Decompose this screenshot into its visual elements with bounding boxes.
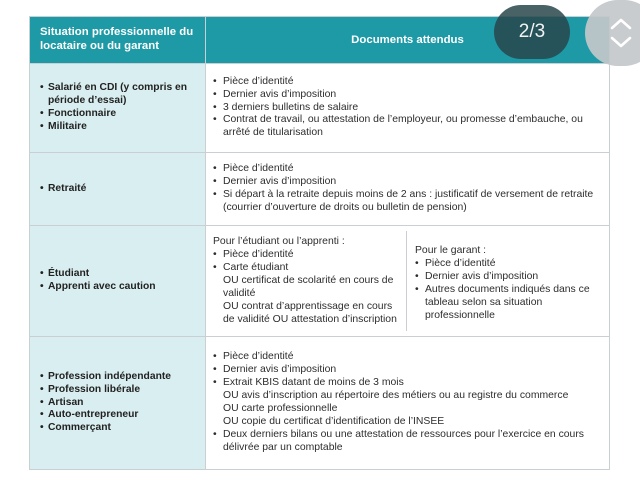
- page-indicator-label: 2/3: [518, 21, 546, 42]
- document-alternative: OU carte professionnelle: [223, 403, 338, 414]
- guarantor-intro: Pour le garant :: [415, 245, 487, 257]
- document-item: • Contrat de travail, ou attestation de l’employeur, ou promesse d’embauche, ou arrêté de titularisation: [213, 114, 602, 140]
- table-row: [30, 64, 610, 153]
- document-alternative: OU contrat d’apprentissage en cours de validité OU attestation d’inscription: [223, 300, 397, 325]
- situation-item: • Fonctionnaire: [40, 108, 199, 121]
- document-item: • Pièce d’identité: [213, 163, 602, 176]
- chevron-down-icon[interactable]: [610, 36, 632, 49]
- situation-item: • Militaire: [40, 121, 199, 134]
- table-row: [30, 226, 610, 337]
- student-documents: [206, 231, 407, 330]
- header-situation: Situation professionnelle du locataire ou du garant: [30, 17, 206, 64]
- documents-cell: [206, 337, 610, 470]
- situation-item: • Auto-entrepreneur: [40, 409, 199, 422]
- document-item: • Deux derniers bilans ou une attestation de ressources pour l’exercice en cours délivrée par un comptable: [213, 429, 602, 455]
- document-item-text: • Carte étudiant: [223, 262, 289, 274]
- student-intro: Pour l’étudiant ou l’apprenti :: [213, 236, 345, 248]
- document-alternative: OU certificat de scolarité en cours de validité: [223, 275, 394, 299]
- document-item: • Dernier avis d’imposition: [213, 364, 602, 377]
- situation-item: • Apprenti avec caution: [40, 281, 199, 294]
- situation-cell: [30, 64, 206, 153]
- documents-cell: [206, 226, 610, 337]
- situation-item: • Retraité: [40, 183, 199, 196]
- situation-item: • Profession indépendante: [40, 371, 199, 384]
- table-row: [30, 337, 610, 470]
- situation-item: • Commerçant: [40, 422, 199, 435]
- document-item: • Dernier avis d’imposition: [415, 271, 601, 284]
- page-indicator: [494, 5, 570, 59]
- document-item: • Si départ à la retraite depuis moins de 2 ans : justificatif de versement de retraite (courrier d’ouverture de droits ou bulletin de pension): [213, 189, 602, 215]
- situation-cell: [30, 153, 206, 226]
- situation-item: • Artisan: [40, 397, 199, 410]
- document-item: [213, 377, 602, 429]
- document-item-text: • Extrait KBIS datant de moins de 3 mois: [223, 377, 404, 389]
- document-alternative: OU avis d’inscription au répertoire des métiers ou au registre du commerce: [223, 390, 569, 402]
- situation-cell: [30, 337, 206, 470]
- document-item: • Pièce d’identité: [213, 249, 399, 262]
- document-item: • Dernier avis d’imposition: [213, 89, 602, 102]
- documents-cell: [206, 153, 610, 226]
- document-item: • Dernier avis d’imposition: [213, 176, 602, 189]
- situation-item: • Profession libérale: [40, 384, 199, 397]
- guarantor-documents: [407, 231, 609, 330]
- document-item: • Pièce d’identité: [213, 351, 602, 364]
- table-row: [30, 153, 610, 226]
- header-documents: Documents attendus: [206, 17, 610, 64]
- situation-cell: [30, 226, 206, 337]
- document-item: • Pièce d’identité: [213, 76, 602, 89]
- situation-item: • Étudiant: [40, 268, 199, 281]
- documents-cell: [206, 64, 610, 153]
- chevron-up-icon[interactable]: [610, 17, 632, 30]
- document-item: • Autres documents indiqués dans ce tableau selon sa situation professionnelle: [415, 284, 601, 323]
- situation-item: • Salarié en CDI (y compris en période d’essai): [40, 82, 199, 108]
- document-item: • Pièce d’identité: [415, 258, 601, 271]
- documents-table: [29, 16, 610, 470]
- document-item: • 3 derniers bulletins de salaire: [213, 102, 602, 115]
- document-alternative: OU copie du certificat d’identification de l’INSEE: [223, 415, 445, 427]
- document-item: [213, 262, 399, 326]
